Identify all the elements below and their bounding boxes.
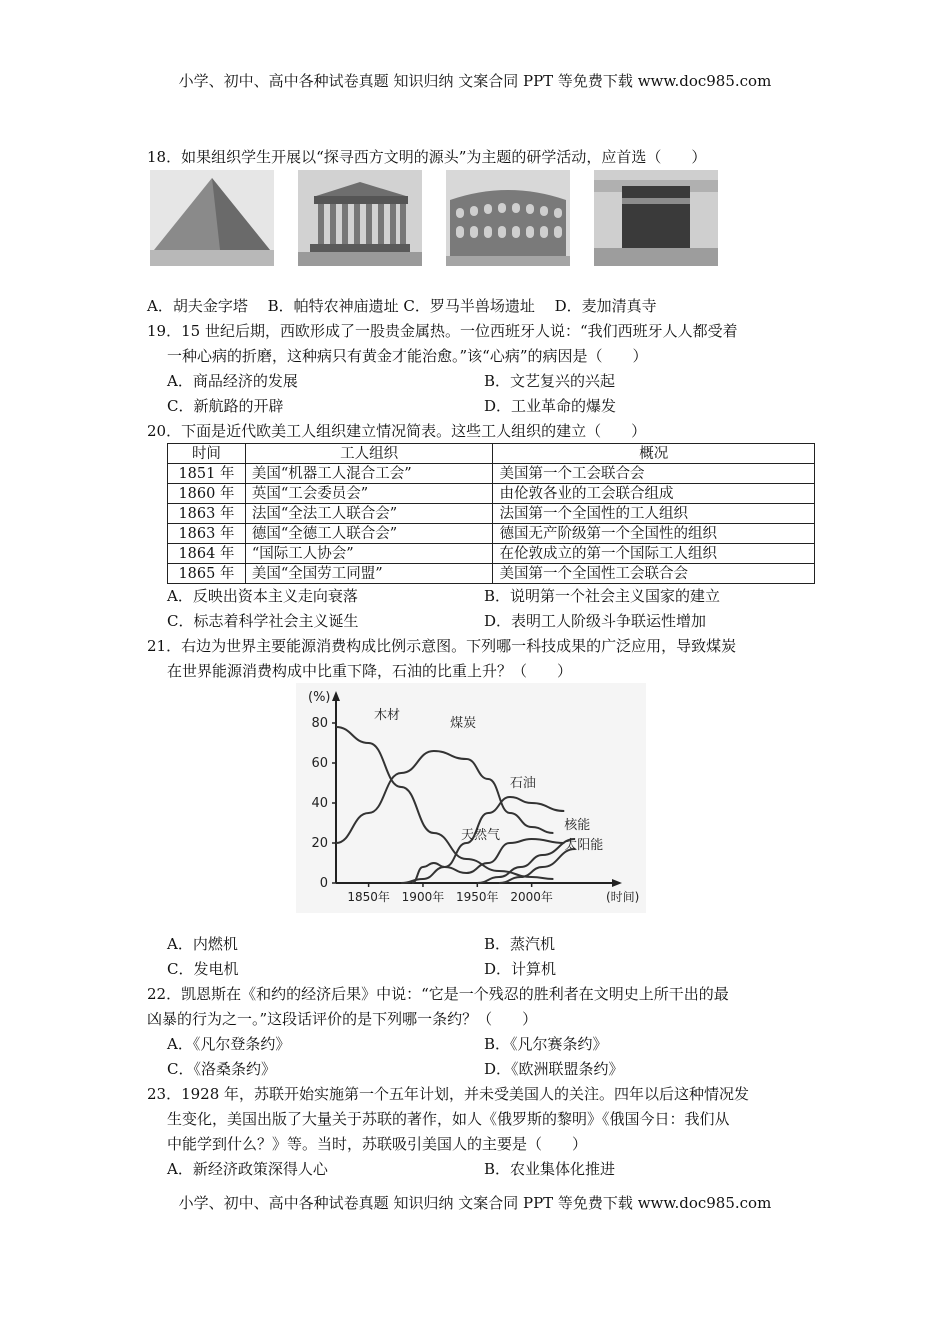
q23-option-b: B．农业集体化推进 [484,1160,616,1178]
q22-option-c: C．《洛桑条约》 [167,1060,276,1078]
q20-option-c: C．标志着科学社会主义诞生 [167,612,359,630]
table-cell: 在伦敦成立的第一个国际工人组织 [493,544,815,564]
table-cell: 1864 年 [168,544,246,564]
series-label: 天然气 [461,828,501,843]
table-row [168,564,815,584]
q23-line1: 23．1928 年，苏联开始实施第一个五年计划，并未受美国人的关注。四年以后这种情况发 [147,1085,750,1103]
parthenon-photo [298,170,422,266]
q19-line2: 一种心病的折磨，这种病只有黄金才能治愈。”该“心病”的病因是（ ） [167,347,648,365]
series-label: 煤炭 [450,716,477,731]
q21-option-b: B．蒸汽机 [484,935,556,953]
q20-option-b: B．说明第一个社会主义国家的建立 [484,587,721,605]
series-label: 石油 [509,776,536,791]
q22-line2: 凶暴的行为之一。”这段话评价的是下列哪一条约？（ ） [147,1010,538,1028]
q21-line2: 在世界能源消费构成中比重下降，石油的比重上升？（ ） [167,662,573,680]
q19-option-d: D．工业革命的爆发 [484,397,617,415]
q18-stem: 18．如果组织学生开展以“探寻西方文明的源头”为主题的研学活动，应首选（ ） [147,148,707,166]
x-axis-label: (时间) [606,890,640,904]
table-header-row [168,444,815,464]
table-cell: 德国无产阶级第一个全国性的组织 [493,524,815,544]
q19-option-a: A．商品经济的发展 [167,372,298,390]
table-header-cell: 工人组织 [245,444,493,464]
worker-organization-table [167,443,815,584]
x-tick-label: 1900年 [401,890,445,904]
q22-line1: 22．凯恩斯在《和约的经济后果》中说：“它是一个残忍的胜利者在文明史上所干出的最 [147,985,729,1003]
table-cell: 法国“全法工人联合会” [245,504,493,524]
table-cell: 由伦敦各业的工会联合组成 [493,484,815,504]
table-header-cell: 时间 [168,444,246,464]
kaaba-photo [594,170,718,266]
table-row [168,544,815,564]
q18-options: A．胡夫金字塔 B．帕特农神庙遗址 C．罗马半兽场遗址 D．麦加清真寺 [147,297,657,315]
y-tick-label: 40 [311,796,328,811]
table-cell: 美国“机器工人混合工会” [245,464,493,484]
table-row [168,464,815,484]
q23-line3: 中能学到什么？》等。当时，苏联吸引美国人的主要是（ ） [167,1135,588,1153]
q23-line2: 生变化，美国出版了大量关于苏联的著作，如人《俄罗斯的黎明》《俄国今日：我们从 [167,1110,730,1128]
y-axis-label: (%) [308,690,331,705]
table-cell: “国际工人协会” [245,544,493,564]
q22-option-d: D．《欧洲联盟条约》 [484,1060,624,1078]
table-cell: 美国第一个全国性工会联合会 [493,564,815,584]
table-cell: 法国第一个全国性的工人组织 [493,504,815,524]
q22-option-b: B．《凡尔赛条约》 [484,1035,608,1053]
energy-consumption-chart [296,683,646,913]
q21-option-d: D．计算机 [484,960,557,978]
q21-option-c: C．发电机 [167,960,239,978]
x-tick-label: 1950年 [456,890,499,904]
q19-option-b: B．文艺复兴的兴起 [484,372,616,390]
series-label: 木材 [374,708,401,723]
table-cell: 美国“全国劳工同盟” [245,564,493,584]
table-cell: 1860 年 [168,484,246,504]
q21-option-a: A．内燃机 [167,935,238,953]
table-row [168,484,815,504]
x-tick-label: 1850年 [347,890,390,904]
q19-option-c: C．新航路的开辟 [167,397,284,415]
table-row [168,504,815,524]
y-tick-label: 80 [311,716,328,731]
y-tick-label: 20 [311,836,328,851]
page-footer: 小学、初中、高中各种试卷真题 知识归纳 文案合同 PPT 等免费下载 www.doc985.com [178,1194,772,1212]
q20-stem: 20．下面是近代欧美工人组织建立情况简表。这些工人组织的建立（ ） [147,422,647,440]
table-cell: 1851 年 [168,464,246,484]
y-tick-label: 0 [319,876,328,891]
table-cell: 1863 年 [168,504,246,524]
q21-line1: 21．右边为世界主要能源消费构成比例示意图。下列哪一科技成果的广泛应用，导致煤炭 [147,637,737,655]
series-label: 核能 [564,818,591,833]
table-cell: 德国“全德工人联合会” [245,524,493,544]
q19-line1: 19．15 世纪后期，西欧形成了一股贵金属热。一位西班牙人说：“我们西班牙人人都受着 [147,322,738,340]
y-tick-label: 60 [311,756,328,771]
q20-option-d: D．表明工人阶级斗争联运性增加 [484,612,707,630]
table-cell: 1863 年 [168,524,246,544]
colosseum-photo [446,170,570,266]
pyramid-photo [150,170,274,266]
q20-option-a: A．反映出资本主义走向衰落 [167,587,358,605]
page-header: 小学、初中、高中各种试卷真题 知识归纳 文案合同 PPT 等免费下载 www.doc985.com [178,72,772,90]
table-cell: 美国第一个工会联合会 [493,464,815,484]
table-row [168,524,815,544]
q22-option-a: A．《凡尔登条约》 [167,1035,291,1053]
table-header-cell: 概况 [493,444,815,464]
series-label: 太阳能 [564,838,604,853]
q23-option-a: A．新经济政策深得人心 [167,1160,328,1178]
table-cell: 英国“工会委员会” [245,484,493,504]
x-tick-label: 2000年 [510,890,553,904]
table-cell: 1865 年 [168,564,246,584]
